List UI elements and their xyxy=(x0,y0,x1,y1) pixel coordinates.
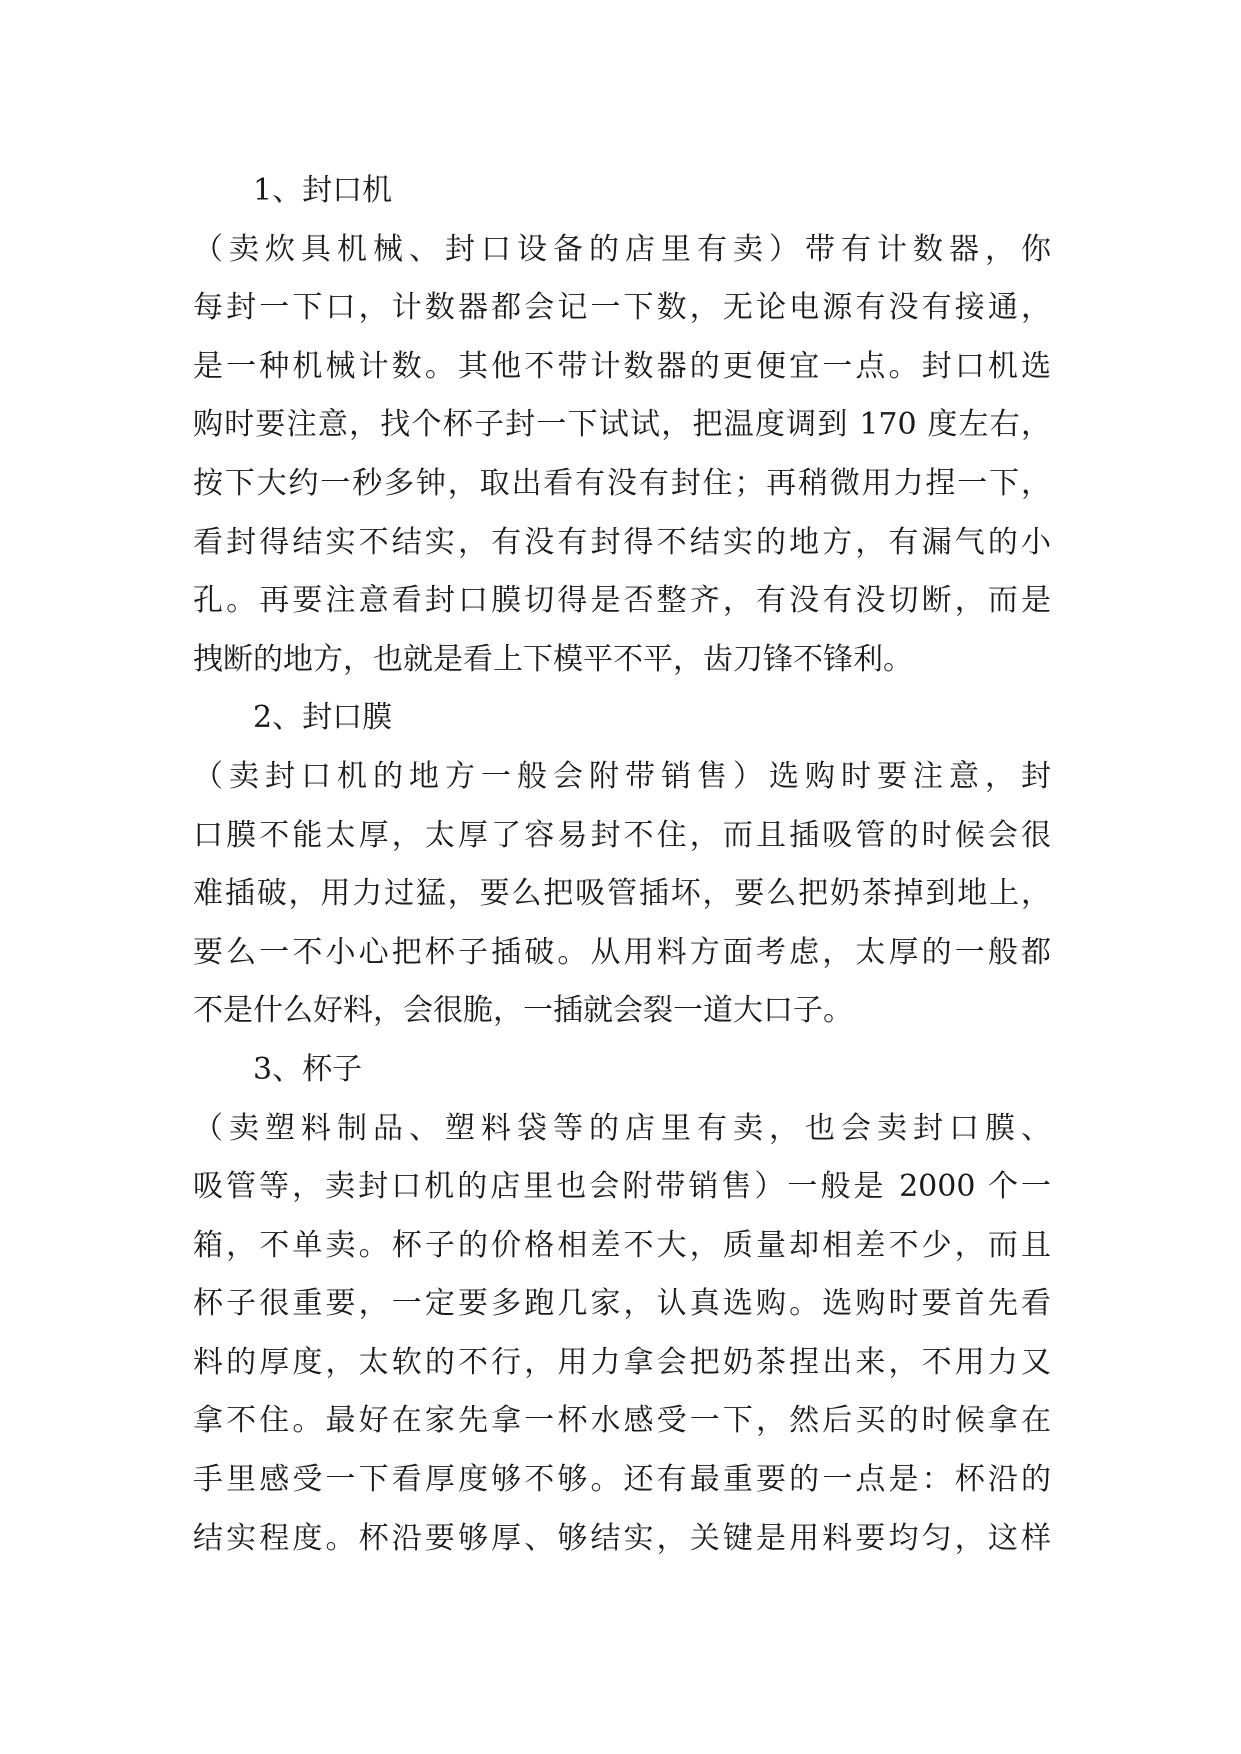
paragraph-line: 孔。再要注意看封口膜切得是否整齐，有没有没切断，而是 xyxy=(193,583,1051,619)
paragraph-line: （卖炊具机械、封口设备的店里有卖）带有计数器，你 xyxy=(193,231,1051,267)
paragraph-line: 每封一下口，计数器都会记一下数，无论电源有没有接通， xyxy=(193,290,1051,326)
paragraph-line: 拿不住。最好在家先拿一杯水感受一下，然后买的时候拿在 xyxy=(193,1403,1051,1439)
paragraph-line: 拽断的地方，也就是看上下模平不平，齿刀锋不锋利。 xyxy=(193,641,913,677)
section-heading-sealing-film: 2、封口膜 xyxy=(253,700,393,736)
paragraph-line: 购时要注意，找个杯子封一下试试，把温度调到 170 度左右， xyxy=(193,407,1051,443)
section-heading-cups: 3、杯子 xyxy=(253,1051,363,1087)
paragraph-line: 结实程度。杯沿要够厚、够结实，关键是用料要均匀，这样 xyxy=(193,1520,1051,1556)
paragraph-line: 难插破，用力过猛，要么把吸管插坏，要么把奶茶掉到地上， xyxy=(193,876,1051,912)
paragraph-line: 吸管等，卖封口机的店里也会附带销售）一般是 2000 个一 xyxy=(193,1169,1051,1205)
section-heading-sealer: 1、封口机 xyxy=(253,173,393,208)
paragraph-line: 不是什么好料，会很脆，一插就会裂一道大口子。 xyxy=(193,993,853,1029)
paragraph-line: （卖封口机的地方一般会附带销售）选购时要注意，封 xyxy=(193,758,1051,794)
paragraph-line: 杯子很重要，一定要多跑几家，认真选购。选购时要首先看 xyxy=(193,1286,1051,1322)
paragraph-line: 是一种机械计数。其他不带计数器的更便宜一点。封口机选 xyxy=(193,348,1051,384)
paragraph-line: 看封得结实不结实，有没有封得不结实的地方，有漏气的小 xyxy=(193,524,1051,560)
paragraph-line: 料的厚度，太软的不行，用力拿会把奶茶捏出来，不用力又 xyxy=(193,1344,1051,1380)
paragraph-line: 箱，不单卖。杯子的价格相差不大，质量却相差不少，而且 xyxy=(193,1227,1051,1263)
paragraph-line: （卖塑料制品、塑料袋等的店里有卖，也会卖封口膜、 xyxy=(193,1110,1051,1146)
paragraph-line: 手里感受一下看厚度够不够。还有最重要的一点是：杯沿的 xyxy=(193,1462,1051,1498)
paragraph-line: 口膜不能太厚，太厚了容易封不住，而且插吸管的时候会很 xyxy=(193,817,1051,853)
document-page xyxy=(193,162,1051,1568)
paragraph-line: 按下大约一秒多钟，取出看有没有封住；再稍微用力捏一下， xyxy=(193,465,1051,501)
paragraph-line: 要么一不小心把杯子插破。从用料方面考虑，太厚的一般都 xyxy=(193,934,1051,970)
